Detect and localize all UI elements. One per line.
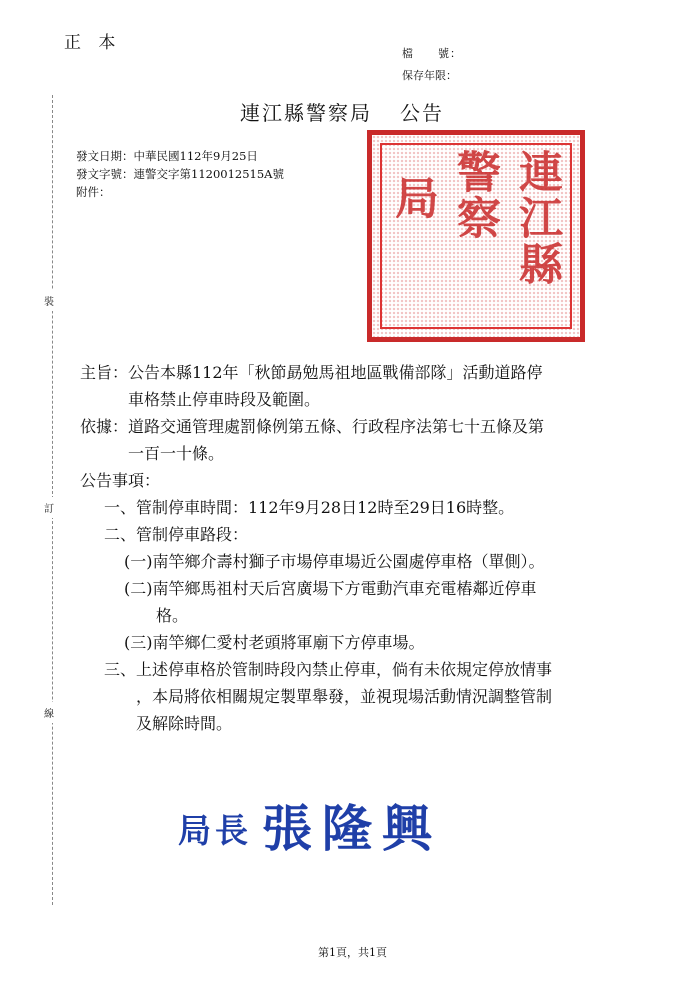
director-signature [178,789,442,861]
notice-item-1: 一、管制停車時間：112年9月28日12時至29日16時整。 [104,498,515,517]
issue-date: 發文日期：中華民國112年9月25日 [76,149,258,163]
basis-line-2: 一百一十條。 [80,444,225,463]
seal-text-middle: 警察 [449,149,500,241]
seal-text-left: 局 [387,175,438,221]
copy-mark: 正 本 [64,33,122,53]
road-section-3: (三)南竿鄉仁愛村老頭將軍廟下方停車場。 [124,633,425,652]
road-section-2 [124,575,537,629]
item-3-line-2: ，本局將依相關規定製單舉發，並視現場活動情況調整管制 [104,687,553,706]
issue-number: 發文字號：連警交字第1120012515A號 [76,167,284,181]
notice-item-2: 二、管制停車路段： [104,525,249,544]
agency-name: 連江縣警察局 [240,101,372,125]
subject [80,359,543,413]
subject-line-2: 車格禁止停車時段及範圍。 [80,390,321,409]
road-section-2-line-1: (二)南竿鄉馬祖村天后宮廣場下方電動汽車充電樁鄰近停車 [124,579,537,598]
seal-text-right: 連江縣 [511,149,562,287]
notice-heading: 公告事項： [80,471,161,490]
document-title [240,97,444,126]
official-seal [367,130,585,342]
binding-mark-xian: 線 [44,702,54,723]
subject-line-1: 主旨：公告本縣112年「秋節勗勉馬祖地區戰備部隊」活動道路停 [80,363,543,382]
page-number: 第1頁，共1頁 [318,946,387,959]
archive-number-label: 檔 號： [402,47,462,60]
notice-item-3 [104,656,552,737]
basis-line-1: 依據：道路交通管理處罰條例第五條、行政程序法第七十五條及第 [80,417,545,436]
signature-title: 局長 [178,811,252,850]
road-section-2-line-2: 格。 [124,606,189,625]
attachment-label: 附件： [76,185,111,199]
binding-mark-zhuang: 裝 [44,290,54,311]
binding-mark-ding: 訂 [44,497,54,518]
road-section-1: (一)南竿鄉介壽村獅子市場停車場近公園處停車格（單側）。 [124,552,545,571]
legal-basis [80,413,544,467]
document-type: 公告 [400,101,444,125]
retention-period-label: 保存年限： [402,69,457,82]
signature-name: 張隆興 [262,799,442,858]
item-3-line-3: 及解除時間。 [104,714,233,733]
item-3-line-1: 三、上述停車格於管制時段內禁止停車，倘有未依規定停放情事 [104,660,553,679]
